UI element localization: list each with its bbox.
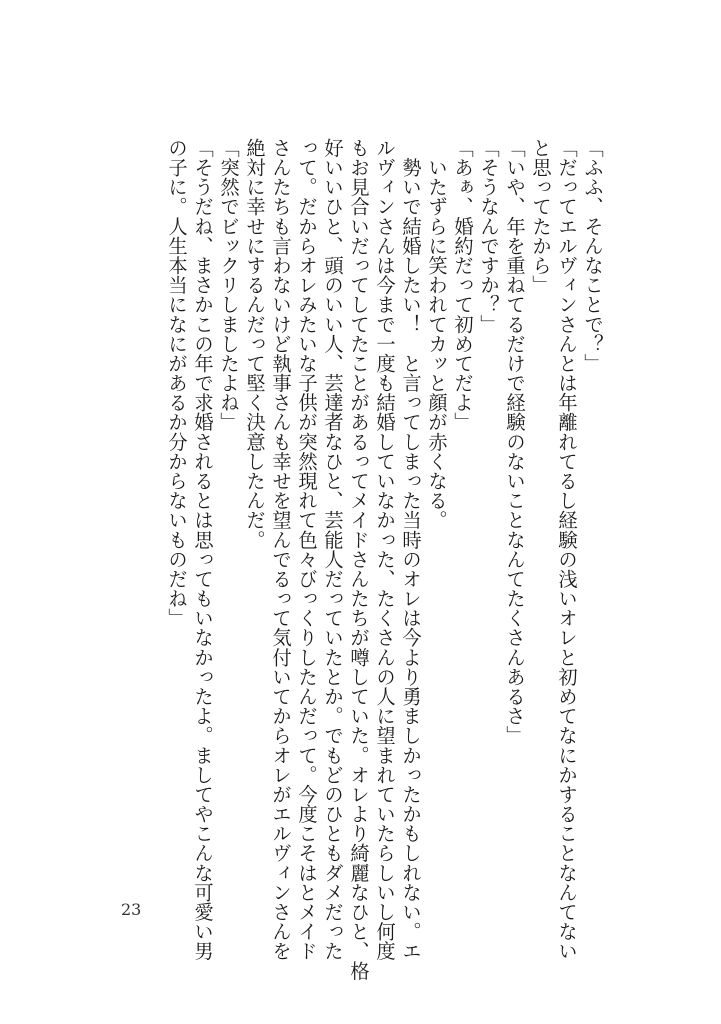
- text-line: と思ってたから」: [529, 138, 552, 295]
- text-line: 「ふふ、そんなことで？」: [581, 138, 604, 374]
- text-line: 「だってエルヴィンさんとは年離れてるし経験の浅いオレと初めてなにかすることなんてない: [555, 138, 578, 961]
- text-line: もお見合いだってしてたことがあるってメイドさんたちが噂していた。オレより綺麗なひと、格: [347, 138, 370, 981]
- text-line: いたずらに笑われてカッと顔が赤くなる。: [425, 138, 448, 530]
- text-line: ルヴィンさんは今まで一度も結婚していなかった、たくさんの人に望まれていたらしいし何度: [373, 138, 396, 961]
- text-line: 勢いで結婚したい！ と言ってしまった当時のオレは今より勇ましかったかもしれない。エ: [399, 138, 422, 961]
- text-line: 「いや、年を重ねてるだけで経験のないことなんてたくさんあるさ」: [503, 138, 526, 746]
- text-line: って。だからオレみたいな子供が突然現れて色々びっくりしたんだって。今度こそはとメイド: [295, 138, 318, 961]
- text-line: 「突然でビックリしましたよね」: [217, 138, 240, 432]
- text-line: の子に。人生本当になにがあるか分からないものだね」: [165, 138, 188, 628]
- page-number: 23: [121, 900, 142, 919]
- text-line: さんたちも言わないけど執事さんも幸せを望んでるって気付いてからオレがエルヴィンさんを: [269, 138, 292, 961]
- text-line: 絶対に幸せにするんだって堅く決意したんだ。: [243, 138, 266, 550]
- text-line: 「そうなんですか？」: [477, 138, 500, 334]
- text-line: 「あぁ、婚約だって初めてだよ」: [451, 138, 474, 432]
- text-line: 「そうだね、まさかこの年で求婚されるとは思ってもいなかったよ。ましてやこんな可愛い男: [191, 138, 214, 961]
- body-text: [150, 138, 605, 981]
- text-line: 好いいひと、頭のいい人、芸達者なひと、芸能人だっていたとか。でもどのひともダメだった: [321, 138, 344, 961]
